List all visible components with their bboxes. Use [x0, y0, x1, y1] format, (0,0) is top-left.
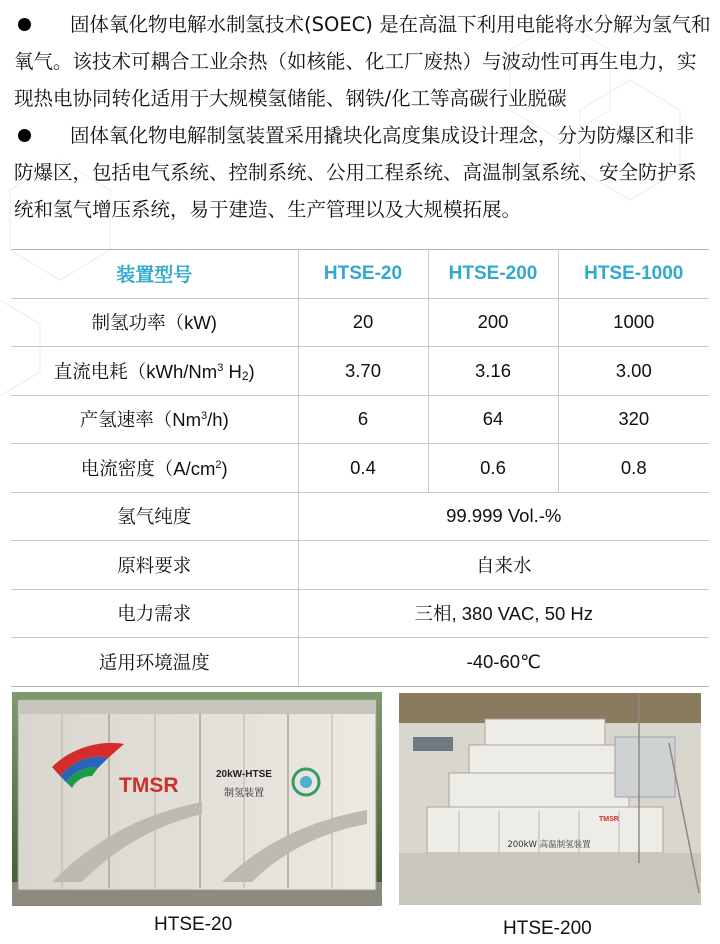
table-cell: 64: [428, 395, 558, 444]
container-sign-line1: 20kW-HTSE: [216, 769, 272, 780]
table-cell: 0.8: [558, 444, 709, 493]
table-cell: 0.4: [298, 444, 428, 493]
tmsr-logo-text: TMSR: [119, 774, 179, 797]
row-label: 氢气纯度: [11, 492, 298, 541]
photo-caption: HTSE-20: [154, 914, 233, 935]
table-cell: -40-60℃: [298, 638, 709, 687]
table-cell: 3.00: [558, 347, 709, 396]
container-sign: 200kW 高温制氢装置: [507, 840, 591, 850]
table-row: [11, 395, 709, 444]
table-row: [11, 444, 709, 493]
table-row: [11, 589, 709, 638]
table-cell: 200: [428, 298, 558, 347]
table-cell: 三相, 380 VAC, 50 Hz: [298, 589, 709, 638]
photo-htse-20: [12, 692, 382, 906]
row-label: 电力需求: [11, 589, 298, 638]
table-cell: 3.70: [298, 347, 428, 396]
photo-htse-200: [399, 693, 701, 905]
table-cell: 自来水: [298, 541, 709, 590]
header-cell: 装置型号: [11, 250, 298, 299]
table-row: [11, 298, 709, 347]
table-row: [11, 541, 709, 590]
spec-table: [11, 249, 709, 687]
header-cell: HTSE-1000: [558, 250, 709, 299]
row-label: 直流电耗（kWh/Nm$^3$ $H_2$): [11, 347, 298, 396]
table-cell: 20: [298, 298, 428, 347]
bullet-paragraph: 固体氧化物电解制氢装置采用撬块化高度集成设计理念，分为防爆区和非防爆区，包括电气系统、控制系统、公用工程系统、高温制氢系统、安全防护系统和氢气增压系统，易于建造、生产管理以及大规模拓展。: [14, 124, 697, 221]
table-header-row: [11, 250, 709, 299]
row-label: 产氢速率（Nm$^3$/h): [11, 395, 298, 444]
table-cell: 1000: [558, 298, 709, 347]
tmsr-logo-text: TMSR: [599, 816, 619, 823]
bullet-dot-icon: [18, 18, 31, 31]
table-cell: 6: [298, 395, 428, 444]
header-cell: HTSE-200: [428, 250, 558, 299]
row-label: 原料要求: [11, 541, 298, 590]
table-row: [11, 347, 709, 396]
header-cell: HTSE-20: [298, 250, 428, 299]
row-label: 电流密度$(A/cm^2)$: [11, 444, 298, 493]
table-row: [11, 638, 709, 687]
table-cell: 320: [558, 395, 709, 444]
row-label: 适用环境温度: [11, 638, 298, 687]
table-row: [11, 492, 709, 541]
table-cell: 99.999 Vol.-%: [298, 492, 709, 541]
row-label: 制氢功率（kW): [11, 298, 298, 347]
container-sign-line2: 制氢装置: [224, 788, 264, 799]
bullet-paragraph: 固体氧化物电解水制氢技术(SOEC) 是在高温下利用电能将水分解为氢气和氧气。该技术可耦合工业余热（如核能、化工厂废热）与波动性可再生电力，实现热电协同转化适用于大规模氢储能、钢铁/化工等高碳行业脱碳: [14, 13, 711, 110]
bullet-dot-icon: [18, 129, 31, 142]
photo-caption: HTSE-200: [503, 918, 592, 939]
intro-text: [0, 6, 720, 228]
table-cell: 0.6: [428, 444, 558, 493]
table-cell: 3.16: [428, 347, 558, 396]
